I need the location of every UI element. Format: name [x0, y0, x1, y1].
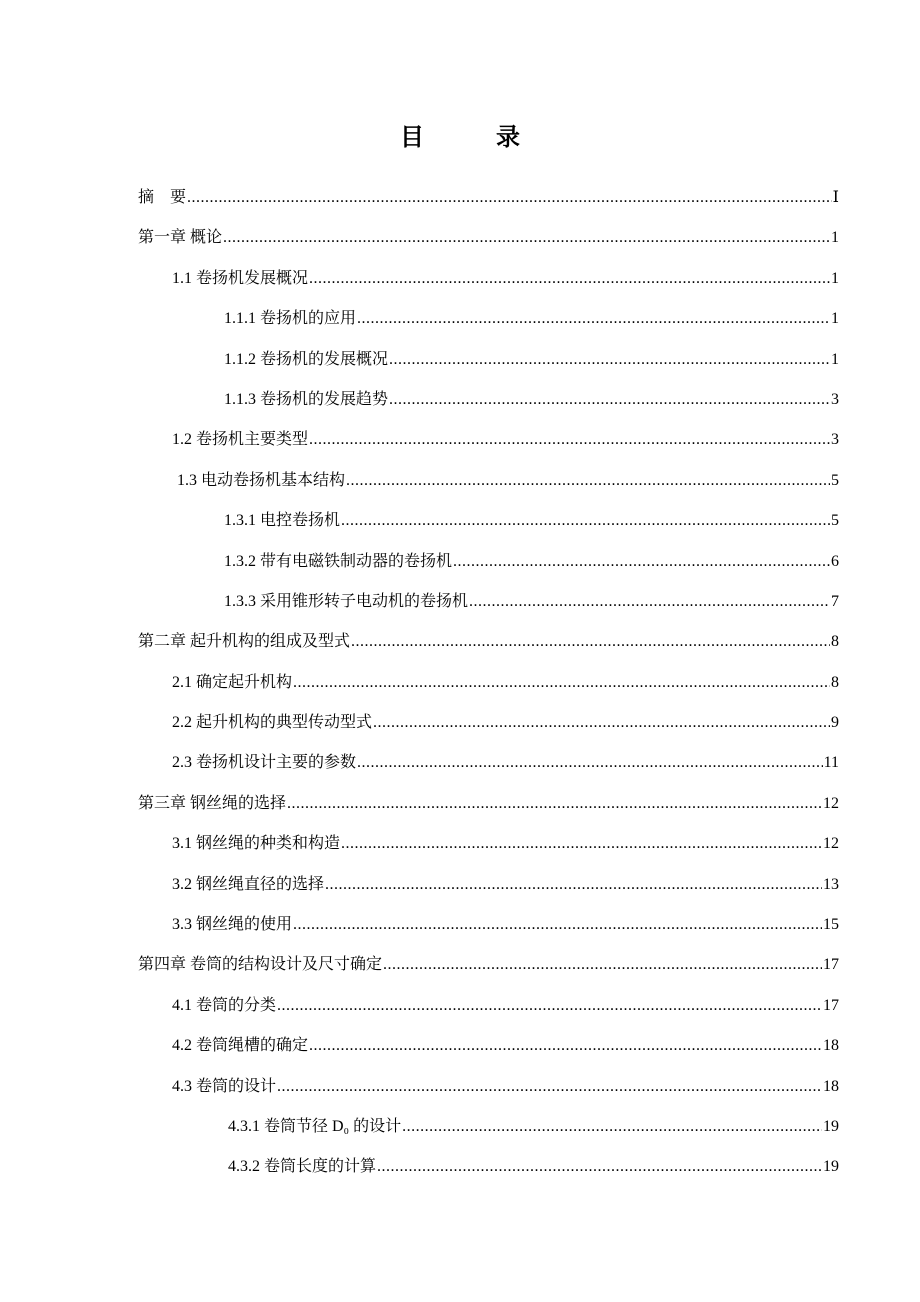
toc-dot-leader	[341, 832, 822, 856]
toc-entry-label: 第二章 起升机构的组成及型式	[138, 633, 351, 651]
toc-dot-leader	[346, 469, 830, 493]
toc-entry[interactable]	[138, 267, 839, 307]
toc-dot-leader	[453, 550, 830, 574]
toc-dot-leader	[293, 671, 830, 695]
toc-entry[interactable]	[138, 348, 839, 388]
toc-entry[interactable]	[138, 913, 839, 953]
toc-entry[interactable]	[138, 1155, 839, 1195]
toc-entry[interactable]	[138, 186, 839, 226]
toc-dot-leader	[351, 630, 830, 654]
toc-entry[interactable]	[138, 226, 839, 266]
toc-entry-page-number: 7	[831, 592, 839, 610]
toc-entry[interactable]	[138, 1075, 839, 1115]
toc-dot-leader	[383, 953, 822, 977]
toc-dot-leader	[325, 873, 822, 897]
toc-entry[interactable]	[138, 469, 839, 509]
toc-entry-page-number: 18	[823, 1037, 839, 1055]
toc-entry[interactable]	[138, 994, 839, 1034]
toc-dot-leader	[309, 1034, 822, 1058]
toc-dot-leader	[223, 226, 830, 250]
toc-entry-label: 4.2 卷筒绳槽的确定	[172, 1037, 309, 1055]
toc-entry-label: 1.3.2 带有电磁铁制动器的卷扬机	[224, 552, 453, 570]
toc-entry-page-number: 12	[823, 835, 839, 853]
toc-entry-page-number: 18	[823, 1077, 839, 1095]
toc-entry-label: 3.3 钢丝绳的使用	[172, 916, 293, 934]
toc-entry-label: 1.1.1 卷扬机的应用	[224, 310, 357, 328]
toc-entry-page-number: 5	[831, 471, 839, 489]
toc-entry-label: 2.3 卷扬机设计主要的参数	[172, 754, 357, 772]
toc-entry-label: 1.3.3 采用锥形转子电动机的卷扬机	[224, 592, 469, 610]
toc-entry-page-number: 15	[823, 916, 839, 934]
toc-entry-page-number: 3	[831, 431, 839, 449]
toc-dot-leader	[357, 307, 830, 331]
toc-entry[interactable]	[138, 832, 839, 872]
toc-dot-leader	[277, 994, 822, 1018]
toc-entry[interactable]	[138, 751, 839, 791]
toc-entry-page-number: 3	[831, 390, 839, 408]
toc-dot-leader	[357, 751, 823, 775]
toc-entry-page-number: 6	[831, 552, 839, 570]
toc-dot-leader	[287, 792, 822, 816]
toc-entry[interactable]	[138, 550, 839, 590]
toc-entry-page-number: 1	[831, 310, 839, 328]
toc-entry[interactable]	[138, 792, 839, 832]
toc-entry-page-number: Ⅰ	[832, 189, 839, 206]
toc-entry-label: 1.2 卷扬机主要类型	[172, 431, 309, 449]
toc-entry[interactable]	[138, 711, 839, 751]
toc-dot-leader	[389, 348, 830, 372]
toc-entry[interactable]	[138, 307, 839, 347]
toc-dot-leader	[402, 1115, 822, 1139]
toc-dot-leader	[309, 267, 830, 291]
toc-entry-label: 第一章 概论	[138, 229, 223, 247]
toc-entry[interactable]	[138, 630, 839, 670]
toc-entry-page-number: 1	[831, 229, 839, 247]
toc-entry-page-number: 17	[823, 956, 839, 974]
toc-entry-label: 1.3.1 电控卷扬机	[224, 512, 341, 530]
toc-entry[interactable]	[138, 590, 839, 630]
toc-entry-label: 2.1 确定起升机构	[172, 673, 293, 691]
toc-dot-leader	[389, 388, 830, 412]
toc-entry-page-number: 11	[823, 754, 839, 772]
page-title: 目 录	[400, 125, 544, 151]
toc-entry[interactable]	[138, 873, 839, 913]
toc-entry[interactable]	[138, 1115, 839, 1155]
toc-entry-label: 1.3 电动卷扬机基本结构	[177, 471, 346, 489]
toc-entry-label: 4.3 卷筒的设计	[172, 1077, 277, 1095]
toc-entry-label: 摘 要	[138, 189, 187, 206]
toc-entry-label: 第四章 卷筒的结构设计及尺寸确定	[138, 956, 383, 974]
toc-entry-label: 4.3.1 卷筒节径 D₀ 的设计	[228, 1117, 402, 1135]
toc-dot-leader	[293, 913, 822, 937]
toc-entry-label: 1.1.3 卷扬机的发展趋势	[224, 390, 389, 408]
toc-entry-page-number: 8	[831, 633, 839, 651]
toc-entry-label: 3.2 钢丝绳直径的选择	[172, 875, 325, 893]
toc-entry[interactable]	[138, 1034, 839, 1074]
toc-entry-page-number: 1	[831, 350, 839, 368]
toc-entry-page-number: 13	[823, 875, 839, 893]
toc-dot-leader	[469, 590, 830, 614]
toc-entry[interactable]	[138, 671, 839, 711]
toc-dot-leader	[377, 1155, 822, 1179]
toc-dot-leader	[373, 711, 830, 735]
toc-entry[interactable]	[138, 388, 839, 428]
toc-entry-page-number: 17	[823, 996, 839, 1014]
toc-entry-page-number: 9	[831, 714, 839, 732]
toc-entry[interactable]	[138, 428, 839, 468]
table-of-contents	[138, 186, 839, 1196]
toc-entry[interactable]	[138, 953, 839, 993]
toc-entry-label: 3.1 钢丝绳的种类和构造	[172, 835, 341, 853]
toc-entry[interactable]	[138, 509, 839, 549]
toc-entry-label: 1.1 卷扬机发展概况	[172, 269, 309, 287]
toc-dot-leader	[341, 509, 830, 533]
toc-dot-leader	[277, 1075, 822, 1099]
toc-entry-page-number: 5	[831, 512, 839, 530]
toc-entry-label: 4.1 卷筒的分类	[172, 996, 277, 1014]
toc-entry-page-number: 19	[823, 1158, 839, 1176]
toc-dot-leader	[187, 186, 832, 210]
toc-entry-label: 第三章 钢丝绳的选择	[138, 794, 287, 812]
toc-entry-page-number: 1	[831, 269, 839, 287]
toc-entry-label: 1.1.2 卷扬机的发展概况	[224, 350, 389, 368]
toc-entry-page-number: 8	[831, 673, 839, 691]
toc-entry-label: 2.2 起升机构的典型传动型式	[172, 714, 373, 732]
toc-entry-label: 4.3.2 卷筒长度的计算	[228, 1158, 377, 1176]
toc-entry-page-number: 12	[823, 794, 839, 812]
toc-dot-leader	[309, 428, 830, 452]
toc-entry-page-number: 19	[823, 1117, 839, 1135]
